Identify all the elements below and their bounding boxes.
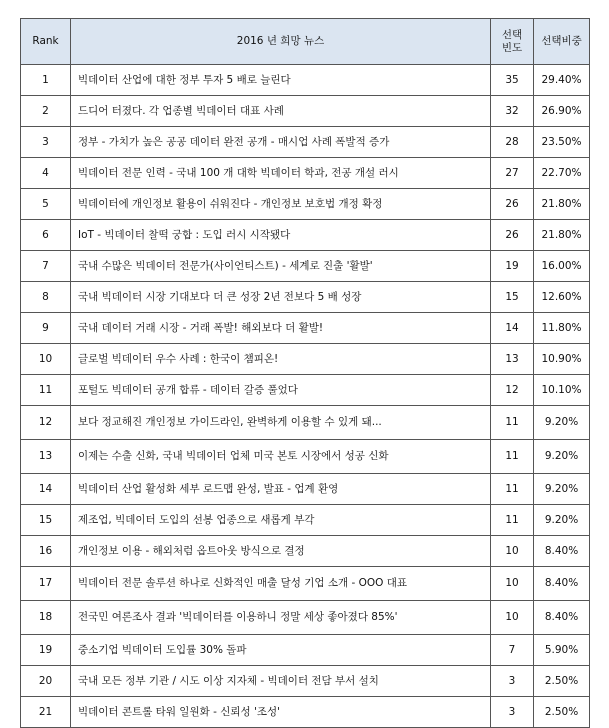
table-row [21,440,590,474]
table-row [21,282,590,313]
table-row [21,220,590,251]
selection-frequency-cell: 7 [491,635,534,666]
selection-ratio-cell: 29.40% [534,65,590,96]
selection-ratio-cell: 9.20% [534,406,590,440]
news-title-text: 빅데이터 전문 인력 - 국내 100 개 대학 빅데이터 학과, 전공 개설 러시 [78,166,399,179]
news-title-cell [71,536,491,567]
selection-ratio-cell: 2.50% [534,697,590,728]
table-row [21,505,590,536]
selection-ratio-cell: 16.00% [534,251,590,282]
table-row [21,127,590,158]
table-row [21,313,590,344]
rank-cell: 1 [21,65,71,96]
table-row [21,158,590,189]
header-rank: Rank [21,19,71,65]
selection-frequency-cell: 11 [491,406,534,440]
rank-cell: 15 [21,505,71,536]
news-title-text: 보다 정교해진 개인정보 가이드라인, 완벽하게 이용할 수 있게 돼... [78,416,382,428]
selection-frequency-cell: 28 [491,127,534,158]
news-title-text: 개인정보 이용 - 해외처럼 옵트아웃 방식으로 결정 [78,544,305,557]
rank-cell: 12 [21,406,71,440]
news-title-text: 국내 수많은 빅데이터 전문가(사이언티스트) - 세계로 진출 '활발' [78,259,373,272]
rank-cell: 17 [21,567,71,601]
news-title-text: 빅데이터에 개인정보 활용이 쉬워진다 - 개인정보 보호법 개정 확정 [78,197,383,210]
news-title-cell [71,313,491,344]
news-title-cell [71,505,491,536]
news-title-text: 이제는 수출 신화, 국내 빅데이터 업체 미국 본토 시장에서 성공 신화 [78,450,389,462]
table-row [21,251,590,282]
news-title-cell [71,127,491,158]
news-title-cell [71,697,491,728]
table-row [21,344,590,375]
news-title-text: 국내 모든 정부 기관 / 시도 이상 지자체 - 빅데이터 전담 부서 설치 [78,674,379,687]
selection-frequency-cell: 26 [491,189,534,220]
selection-ratio-cell: 21.80% [534,220,590,251]
selection-ratio-cell: 9.20% [534,440,590,474]
news-title-text: 국내 데이터 거래 시장 - 거래 폭발! 해외보다 더 활발! [78,321,324,334]
news-title-text: 국내 빅데이터 시장 기대보다 더 큰 성장 2년 전보다 5 배 성장 [78,290,362,303]
news-title-cell [71,189,491,220]
rank-cell: 8 [21,282,71,313]
news-title-text: 포털도 빅데이터 공개 합류 - 데이터 갈증 풀었다 [78,383,298,396]
selection-frequency-cell: 19 [491,251,534,282]
table-header [21,19,590,65]
news-title-text: 빅데이터 산업에 대한 정부 투자 5 배로 늘린다 [78,73,291,86]
selection-ratio-cell: 9.20% [534,505,590,536]
news-title-text: 빅데이터 콘트롤 타워 일원화 - 신뢰성 '조성' [78,705,281,718]
rank-cell: 13 [21,440,71,474]
selection-frequency-cell: 11 [491,474,534,505]
rank-cell: 2 [21,96,71,127]
selection-ratio-cell: 10.10% [534,375,590,406]
rank-cell: 3 [21,127,71,158]
table-row [21,601,590,635]
rank-cell: 11 [21,375,71,406]
news-title-cell [71,440,491,474]
table-row [21,65,590,96]
news-title-text: 빅데이터 전문 솔루션 하나로 신화적인 매출 달성 기업 소개 - OOO 대표 [78,577,408,589]
news-title-cell [71,220,491,251]
table-row [21,697,590,728]
selection-ratio-cell: 10.90% [534,344,590,375]
news-title-cell [71,282,491,313]
selection-ratio-cell: 22.70% [534,158,590,189]
rank-cell: 5 [21,189,71,220]
news-title-text: 글로벌 빅데이터 우수 사례 : 한국이 챔피온! [78,352,279,365]
selection-ratio-cell: 11.80% [534,313,590,344]
header-frequency: 선택 빈도 [491,19,534,65]
selection-frequency-cell: 3 [491,697,534,728]
news-title-text: 전국민 여론조사 결과 '빅데이터를 이용하니 정말 세상 좋아졌다 85%' [78,611,398,623]
rank-cell: 6 [21,220,71,251]
rank-cell: 18 [21,601,71,635]
news-title-cell [71,158,491,189]
header-news: 2016 년 희망 뉴스 [71,19,491,65]
selection-ratio-cell: 9.20% [534,474,590,505]
table-row [21,666,590,697]
news-title-text: IoT - 빅데이터 찰떡 궁합 : 도입 러시 시작됐다 [78,228,291,241]
news-title-cell [71,601,491,635]
selection-frequency-cell: 11 [491,505,534,536]
rank-cell: 9 [21,313,71,344]
selection-frequency-cell: 26 [491,220,534,251]
table-row [21,375,590,406]
header-ratio: 선택비중 [534,19,590,65]
rank-cell: 7 [21,251,71,282]
news-title-text: 드디어 터졌다. 각 업종별 빅데이터 대표 사례 [78,104,284,117]
table-row [21,536,590,567]
table-row [21,567,590,601]
selection-frequency-cell: 13 [491,344,534,375]
news-title-cell [71,474,491,505]
selection-ratio-cell: 5.90% [534,635,590,666]
news-title-cell [71,96,491,127]
rank-cell: 14 [21,474,71,505]
rank-cell: 19 [21,635,71,666]
selection-ratio-cell: 8.40% [534,567,590,601]
news-title-cell [71,567,491,601]
rank-cell: 21 [21,697,71,728]
news-title-text: 정부 - 가치가 높은 공공 데이터 완전 공개 - 매시업 사례 폭발적 증가 [78,135,390,148]
news-title-cell [71,375,491,406]
selection-frequency-cell: 10 [491,536,534,567]
selection-ratio-cell: 8.40% [534,601,590,635]
selection-ratio-cell: 23.50% [534,127,590,158]
rank-cell: 10 [21,344,71,375]
selection-ratio-cell: 26.90% [534,96,590,127]
selection-frequency-cell: 32 [491,96,534,127]
selection-frequency-cell: 3 [491,666,534,697]
table-row [21,189,590,220]
news-title-text: 중소기업 빅데이터 도입률 30% 돌파 [78,643,247,656]
table-row [21,474,590,505]
selection-frequency-cell: 27 [491,158,534,189]
table-body [21,65,590,728]
news-ranking-table [20,18,590,728]
selection-ratio-cell: 8.40% [534,536,590,567]
selection-frequency-cell: 14 [491,313,534,344]
news-title-text: 빅데이터 산업 활성화 세부 로드맵 완성, 발표 - 업계 환영 [78,482,339,495]
table-row [21,635,590,666]
selection-ratio-cell: 21.80% [534,189,590,220]
news-title-cell [71,65,491,96]
news-title-text: 제조업, 빅데이터 도입의 선봉 업종으로 새롭게 부각 [78,513,315,526]
selection-frequency-cell: 10 [491,601,534,635]
selection-frequency-cell: 10 [491,567,534,601]
table-row [21,96,590,127]
selection-frequency-cell: 35 [491,65,534,96]
selection-ratio-cell: 12.60% [534,282,590,313]
table-row [21,406,590,440]
news-title-cell [71,406,491,440]
rank-cell: 20 [21,666,71,697]
news-title-cell [71,635,491,666]
news-title-cell [71,666,491,697]
selection-frequency-cell: 11 [491,440,534,474]
rank-cell: 16 [21,536,71,567]
news-title-cell [71,251,491,282]
selection-frequency-cell: 15 [491,282,534,313]
rank-cell: 4 [21,158,71,189]
selection-frequency-cell: 12 [491,375,534,406]
news-title-cell [71,344,491,375]
selection-ratio-cell: 2.50% [534,666,590,697]
header-row [21,19,590,65]
